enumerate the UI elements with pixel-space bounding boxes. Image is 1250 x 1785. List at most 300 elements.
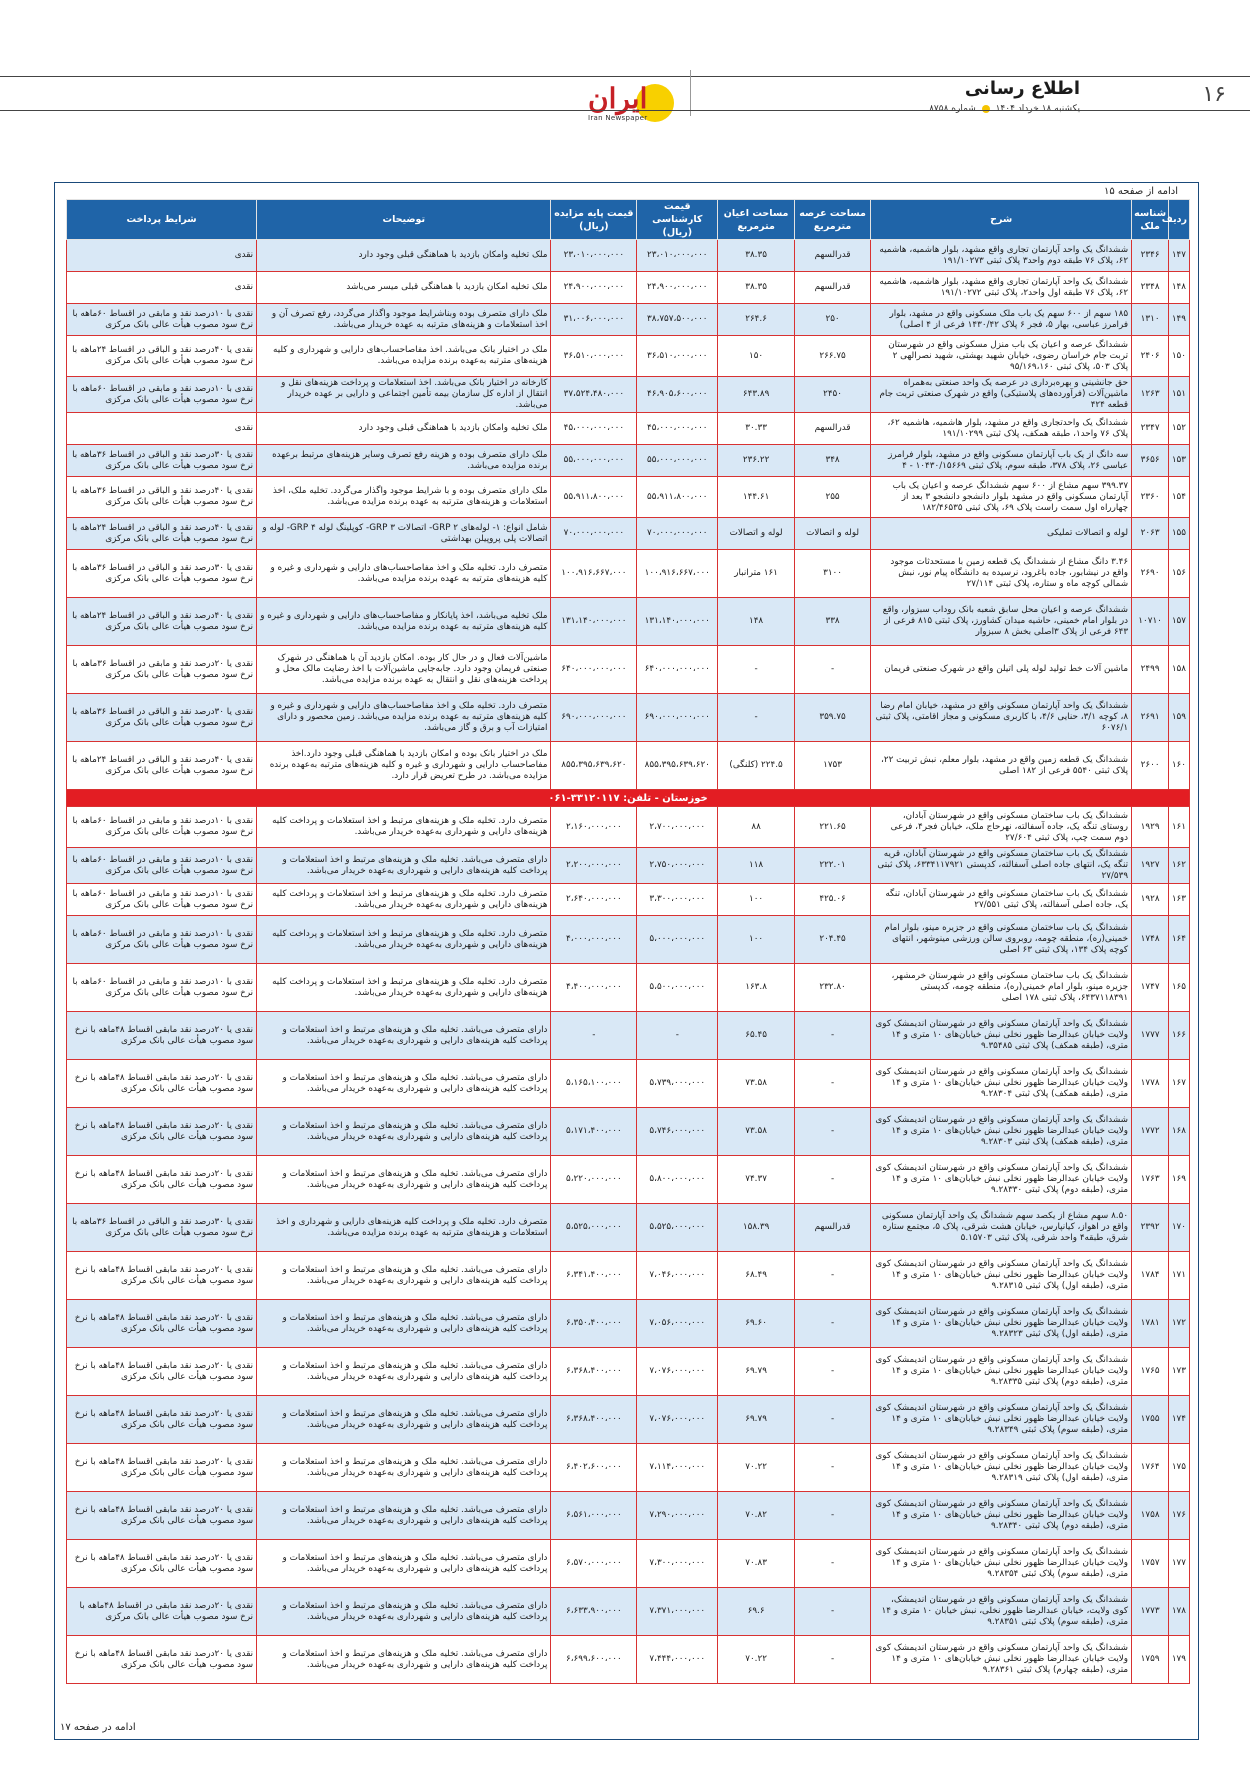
notes-cell: ملک تخلیه امکان بازدید با هماهنگی قبلی میسر می‌باشد [257,272,551,304]
row-number-cell: ۱۵۰ [1169,336,1190,377]
row-number-cell: ۱۷۸ [1169,1588,1190,1636]
expert-price-cell: ۸۵۵،۳۹۵،۶۳۹،۶۲۰ [637,742,718,790]
expert-price-cell: ۷،۱۱۴،۰۰۰،۰۰۰ [637,1444,718,1492]
building-area-cell: ۸۸ [718,807,794,848]
col-expert-price: قیمت کارشناسی (ریال) [637,200,718,240]
base-price-cell: ۵،۲۲۰،۰۰۰،۰۰۰ [551,1156,637,1204]
payment-terms-cell: نقدی با ۱۰درصد نقد و مابقی در اقساط ۶۰ماهه با نرخ سود مصوب هیأت عالی بانک مرکزی [67,377,257,413]
payment-terms-cell: نقدی یا ۲۰درصد نقد مابقی اقساط ۴۸ماهه با نرخ سود مصوب هیأت عالی بانک مرکزی [67,1444,257,1492]
property-id-cell: ۱۷۵۹ [1132,1636,1169,1684]
description-cell: ششدانگ یک واحد آپارتمان تجاری واقع مشهد، بلوار هاشمیه، هاشمیه ۶۲، پلاک ۷۶ طبقه دوم واحد۳ پلاک ثبتی ۱۹۱/۱۰۲۷۳ [871,240,1132,272]
notes-cell: دارای متصرف می‌باشد. تخلیه ملک و هزینه‌های مرتبط و اخذ استعلامات و پرداخت کلیه هزینه‌های دارایی و شهرداری به‌عهده خریدار می‌باشد. [257,1060,551,1108]
col-notes: توضیحات [257,200,551,240]
building-area-cell: ۱۰۰ [718,916,794,964]
building-area-cell: ۷۰.۸۳ [718,1540,794,1588]
property-id-cell: ۱۷۷۸ [1132,1060,1169,1108]
table-row [67,1348,1190,1396]
land-area-cell: ۳۳۸ [794,598,870,646]
row-number-cell: ۱۵۱ [1169,377,1190,413]
table-row [67,445,1190,477]
property-id-cell: ۲۴۹۹ [1132,646,1169,694]
notes-cell: شامل انواع: ۱- لوله‌های GRP ۲- اتصالات GRP ۳- کوپلینگ لوله GRP ۴- لوله و اتصالات پلی پروپیلن بهداشتی [257,518,551,550]
col-land: مساحت عرصه مترمربع [794,200,870,240]
table-row [67,1252,1190,1300]
notes-cell: دارای متصرف می‌باشد. تخلیه ملک و هزینه‌های مرتبط و اخذ استعلامات و پرداخت کلیه هزینه‌های دارایی و شهرداری به‌عهده خریدار می‌باشد. [257,1300,551,1348]
property-id-cell: ۱۷۵۷ [1132,1540,1169,1588]
land-area-cell: ۲۲۲.۰۱ [794,848,870,884]
payment-terms-cell: نقدی با ۱۰درصد نقد و مابقی در اقساط ۶۰ماهه با نرخ سود مصوب هیأت عالی بانک مرکزی [67,964,257,1012]
notes-cell: ملک دارای متصرف بوده و هزینه رفع تصرف وسایر هزینه‌های مرتبط برعهده برنده مزایده می‌باشد. [257,445,551,477]
property-id-cell: ۳۶۵۶ [1132,445,1169,477]
base-price-cell: ۴،۴۰۰،۰۰۰،۰۰۰ [551,964,637,1012]
property-id-cell: ۱۷۵۵ [1132,1396,1169,1444]
table-row [67,807,1190,848]
building-area-cell: ۶۹.۷۹ [718,1348,794,1396]
expert-price-cell: ۵۵،۹۱۱،۸۰۰،۰۰۰ [637,477,718,518]
expert-price-cell: ۲۴،۹۰۰،۰۰۰،۰۰۰ [637,272,718,304]
land-area-cell: ۲۲۱.۶۵ [794,807,870,848]
land-area-cell: ۲۰۴.۴۵ [794,916,870,964]
building-area-cell: ۶۹.۶ [718,1588,794,1636]
row-number-cell: ۱۶۳ [1169,884,1190,916]
building-area-cell: ۷۰.۲۲ [718,1444,794,1492]
building-area-cell: ۱۵۸.۳۹ [718,1204,794,1252]
notes-cell: دارای متصرف می‌باشد. تخلیه ملک و هزینه‌های مرتبط و اخذ استعلامات و پرداخت کلیه هزینه‌های دارایی و شهرداری به‌عهده خریدار می‌باشد. [257,1396,551,1444]
expert-price-cell: ۷۰،۰۰۰،۰۰۰،۰۰۰ [637,518,718,550]
base-price-cell: ۶،۳۴۱،۴۰۰،۰۰۰ [551,1252,637,1300]
base-price-cell: ۳۱،۰۰۶،۰۰۰،۰۰۰ [551,304,637,336]
building-area-cell: ۱۰۰ [718,884,794,916]
property-id-cell: ۱۷۶۳ [1132,1156,1169,1204]
land-area-cell: ۱۷۵۳ [794,742,870,790]
issue-number: شماره ۸۷۵۸ [929,104,976,114]
expert-price-cell: - [637,1012,718,1060]
property-id-cell: ۲۳۴۸ [1132,272,1169,304]
building-area-cell: ۱۶۳.۸ [718,964,794,1012]
base-price-cell: ۱۳۱،۱۴۰،۰۰۰،۰۰۰ [551,598,637,646]
expert-price-cell: ۳۶،۵۱۰،۰۰۰،۰۰۰ [637,336,718,377]
payment-terms-cell: نقدی با ۲۰درصد نقد مابقی اقساط ۴۸ماهه با نرخ سود مصوب هیأت عالی بانک مرکزی [67,1156,257,1204]
notes-cell: دارای متصرف می‌باشد. تخلیه ملک و هزینه‌های مرتبط و اخذ استعلامات و پرداخت کلیه هزینه‌های دارایی و شهرداری به‌عهده خریدار می‌باشد. [257,1156,551,1204]
land-area-cell: - [794,1588,870,1636]
expert-price-cell: ۷،۲۹۰،۰۰۰،۰۰۰ [637,1492,718,1540]
notes-cell: دارای متصرف می‌باشد. تخلیه ملک و هزینه‌های مرتبط و اخذ استعلامات و پرداخت کلیه هزینه‌های دارایی و شهرداری به‌عهده خریدار می‌باشد. [257,1252,551,1300]
table-row [67,413,1190,445]
row-number-cell: ۱۷۹ [1169,1636,1190,1684]
land-area-cell: ۳۵۹.۷۵ [794,694,870,742]
description-cell: ششدانگ یک واحد آپارتمان مسکونی واقع در شهرستان اندیمشک کوی ولایت خیابان عبدالرضا ظهور نخلی نبش خیابان‌های ۱۰ متری و ۱۴ متری، (طبقه سوم) پلاک ثبتی ۹.۲۸۳۴۹ [871,1396,1132,1444]
base-price-cell: ۴۵،۰۰۰،۰۰۰،۰۰۰ [551,413,637,445]
table-row [67,518,1190,550]
land-area-cell: - [794,1396,870,1444]
table-row [67,646,1190,694]
table-header-row [67,200,1190,240]
notes-cell: دارای متصرف می‌باشد. تخلیه ملک و هزینه‌های مرتبط و اخذ استعلامات و پرداخت کلیه هزینه‌های دارایی و شهرداری به‌عهده خریدار می‌باشد. [257,1540,551,1588]
land-area-cell: ۲۵۰ [794,304,870,336]
base-price-cell: ۶،۴۰۲،۶۰۰،۰۰۰ [551,1444,637,1492]
expert-price-cell: ۷،۴۴۴،۰۰۰،۰۰۰ [637,1636,718,1684]
base-price-cell: ۵۵،۹۱۱،۸۰۰،۰۰۰ [551,477,637,518]
base-price-cell: ۲۴،۹۰۰،۰۰۰،۰۰۰ [551,272,637,304]
description-cell: ششدانگ یک باب ساختمان مسکونی واقع در شهرستان آبادان، قریه تنگه یک، انتهای جاده اصلی آسفالته، کدپستی ۶۳۳۴۱۱۷۹۲۱، پلاک ثبتی ۲۷/۵۳۹ [871,848,1132,884]
description-cell: ششدانگ یک واحد آپارتمان مسکونی واقع در شهرستان اندیمشک کوی ولایت خیابان عبدالرضا ظهور نخلی نبش خیابان‌های ۱۰ متری و ۱۴ متری، (طبقه دوم) پلاک ثبتی ۹.۲۸۳۳۰ [871,1156,1132,1204]
property-id-cell: ۱۷۷۳ [1132,1588,1169,1636]
payment-terms-cell: نقدی یا ۴۰درصد نقد و الباقی در اقساط ۲۴ماهه با نرخ سود مصوب هیأت عالی بانک مرکزی [67,598,257,646]
description-cell: ۱۸۵ سهم از ۶۰۰ سهم یک باب ملک مسکونی واقع در مشهد، بلوار فرامرز عباسی، بهار ۵، فجر ۶ پلاک ۱۴۳۰/۴۲ فرعی از ۴ اصلی) [871,304,1132,336]
expert-price-cell: ۴۶،۹۰۵،۶۰۰،۰۰۰ [637,377,718,413]
table-row [67,1108,1190,1156]
base-price-cell: ۳۶،۵۱۰،۰۰۰،۰۰۰ [551,336,637,377]
description-cell: ماشین آلات خط تولید لوله پلی اتیلن واقع در شهرک صنعتی فریمان [871,646,1132,694]
table-row [67,1156,1190,1204]
base-price-cell: ۶،۶۳۳،۹۰۰،۰۰۰ [551,1588,637,1636]
expert-price-cell: ۴۵،۰۰۰،۰۰۰،۰۰۰ [637,413,718,445]
row-number-cell: ۱۷۶ [1169,1492,1190,1540]
land-area-cell: - [794,1252,870,1300]
property-id-cell: ۱۷۸۴ [1132,1252,1169,1300]
row-number-cell: ۱۶۷ [1169,1060,1190,1108]
payment-terms-cell: نقدی یا ۲۰درصد نقد مابقی اقساط ۴۸ماهه با نرخ سود مصوب هیأت عالی بانک مرکزی [67,1012,257,1060]
notes-cell: متصرف دارد. تخلیه ملک و هزینه‌های مرتبط و اخذ استعلامات و پرداخت کلیه هزینه‌های دارایی و شهرداری به‌عهده خریدار می‌باشد. [257,964,551,1012]
description-cell: ششدانگ یک واحد آپارتمان مسکونی واقع در شهرستان اندیمشک کوی ولایت خیابان عبدالرضا ظهور نخلی نبش خیابان‌های ۱۰ متری و ۱۴ متری، (طبقه دوم) پلاک ثبتی ۹.۲۸۳۳۵ [871,1348,1132,1396]
notes-cell: ملک تخلیه می‌باشد، اخذ پایانکار و مفاصاحساب‌های دارایی و شهرداری و غیره و کلیه هزینه‌های مترتبه به عهده برنده مزایده می‌باشد. [257,598,551,646]
row-number-cell: ۱۵۵ [1169,518,1190,550]
land-area-cell: قدرالسهم [794,1204,870,1252]
table-row [67,272,1190,304]
land-area-cell: - [794,1492,870,1540]
payment-terms-cell: نقدی با ۲۰درصد نقد مابقی اقساط ۴۸ماهه با نرخ سود مصوب هیأت عالی بانک مرکزی [67,1300,257,1348]
description-cell: ششدانگ یک باب ساختمان مسکونی واقع در شهرستان آبادان، روستای تنگه یک، جاده آسفالته، نهرحاج ملک، خیابان فجر۴، فرعی دوم سمت چپ، پلاک ثبتی ۲۷/۶۰۴ [871,807,1132,848]
base-price-cell: ۶،۵۷۰،۰۰۰،۰۰۰ [551,1540,637,1588]
land-area-cell: ۲۴۵۰ [794,377,870,413]
table-row [67,1540,1190,1588]
base-price-cell: ۶،۶۹۹،۶۰۰،۰۰۰ [551,1636,637,1684]
description-cell: ششدانگ یک واحد آپارتمان مسکونی واقع در شهرستان اندیمشک کوی ولایت خیابان عبدالرضا ظهور نخلی نبش خیابان‌های ۱۰ متری و ۱۴ متری، (طبقه اول) پلاک ثبتی ۹.۲۸۳۲۳ [871,1300,1132,1348]
table-row [67,848,1190,884]
property-id-cell: ۱۰۷۱۰ [1132,598,1169,646]
building-area-cell: ۷۳.۵۸ [718,1060,794,1108]
property-id-cell: ۱۷۷۷ [1132,1012,1169,1060]
building-area-cell: - [718,694,794,742]
row-number-cell: ۱۵۶ [1169,550,1190,598]
expert-price-cell: ۵،۰۰۰،۰۰۰،۰۰۰ [637,916,718,964]
building-area-cell: ۳۸.۳۵ [718,240,794,272]
table-row [67,240,1190,272]
row-number-cell: ۱۶۲ [1169,848,1190,884]
description-cell: ششدانگ یک باب ساختمان مسکونی واقع در شهرستان خرمشهر، جزیره مینو، بلوار امام خمینی(ره)، منطقه چومه، کدپستی ۶۴۳۷۱۱۸۳۹۱، پلاک ثبتی ۱۷۸ اصلی [871,964,1132,1012]
row-number-cell: ۱۷۳ [1169,1348,1190,1396]
base-price-cell: ۲،۱۶۰،۰۰۰،۰۰۰ [551,807,637,848]
land-area-cell: لوله و اتصالات [794,518,870,550]
expert-price-cell: ۵،۷۴۶،۰۰۰،۰۰۰ [637,1108,718,1156]
row-number-cell: ۱۵۹ [1169,694,1190,742]
payment-terms-cell: نقدی یا ۴۰درصد نقد و الباقی در اقساط ۲۴ماهه با نرخ سود مصوب هیأت عالی بانک مرکزی [67,518,257,550]
payment-terms-cell: نقدی با ۱۰درصد نقد و مابقی در اقساط ۶۰ماهه با نرخ سود مصوب هیأت عالی بانک مرکزی [67,807,257,848]
payment-terms-cell: نقدی یا ۲۰درصد نقد مابقی اقساط ۴۸ماهه با نرخ سود مصوب هیأت عالی بانک مرکزی [67,1252,257,1300]
building-area-cell: ۲۲۴.۵ (کلنگی) [718,742,794,790]
logo-subtitle: Iran Newspaper [588,114,648,122]
continued-from: ادامه از صفحه ۱۵ [1104,186,1178,197]
table-row [67,916,1190,964]
description-cell: ششدانگ عرصه و اعیان محل سابق شعبه بانک روداب سبزوار، واقع در بلوار امام خمینی، حاشیه میدان کشاورز، پلاک ثبتی ۸۱۵ فرعی از ۶۴۳ فرعی از پلاک ۳اصلی بخش ۸ سبزوار [871,598,1132,646]
table-row [67,742,1190,790]
property-id-cell: ۲۳۹۲ [1132,1204,1169,1252]
table-row [67,1300,1190,1348]
property-id-cell: ۲۳۶۰ [1132,477,1169,518]
property-id-cell: ۱۲۶۳ [1132,377,1169,413]
land-area-cell: - [794,1108,870,1156]
header-rule-bottom [0,110,1250,111]
expert-price-cell: ۷،۰۷۶،۰۰۰،۰۰۰ [637,1348,718,1396]
payment-terms-cell: نقدی با ۱۰درصد نقد و مابقی در اقساط ۶۰ماهه با نرخ سود مصوب هیأت عالی بانک مرکزی [67,916,257,964]
description-cell: ششدانگ یک واحد آپارتمان مسکونی واقع در شهرستان اندیمشک کوی ولایت خیابان عبدالرضا ظهور نخلی نبش خیابان‌های ۱۰ متری و ۱۴ متری، (طبقه همکف) پلاک ثبتی ۹.۲۸۳۰۳ [871,1108,1132,1156]
building-area-cell: ۳۸.۳۵ [718,272,794,304]
description-cell: ششدانگ یک واحد آپارتمان تجاری واقع مشهد، بلوار هاشمیه، هاشمیه ۶۲، پلاک ۷۶ طبقه اول واحد۲، پلاک ثبتی ۱۹۱/۱۰۲۷۲ [871,272,1132,304]
base-price-cell: ۵۵،۰۰۰،۰۰۰،۰۰۰ [551,445,637,477]
description-cell: ششدانگ یک واحد آپارتمان مسکونی واقع در شهرستان اندیمشک، کوی ولایت، خیابان عبدالرضا ظهور نخلی، نبش خیابان ۱۰ متری و ۱۴ متری، (طبقه سوم) پلاک ثبتی ۹.۲۸۳۵۱ [871,1588,1132,1636]
bullet-icon [982,105,990,113]
property-id-cell: ۱۷۴۷ [1132,964,1169,1012]
payment-terms-cell: نقدی [67,272,257,304]
row-number-cell: ۱۶۴ [1169,916,1190,964]
table-row [67,694,1190,742]
row-number-cell: ۱۶۶ [1169,1012,1190,1060]
property-id-cell: ۲۰۶۳ [1132,518,1169,550]
description-cell: ۸.۵۰ سهم مشاع از یکصد سهم ششدانگ یک واحد آپارتمان مسکونی واقع در اهواز، کیانپارس، خیابان هشت شرقی، پلاک ۵، مجتمع ستاره شرق، طبقه۴ واحد شرقی، پلاک ثبتی ۵.۱۵۷۰۳ [871,1204,1132,1252]
notes-cell: ماشین‌آلات فعال و در حال کار بوده. امکان بازدید آن با هماهنگی در شهرک صنعتی فریمان وجود دارد. جابه‌جایی ماشین‌آلات با اخذ رضایت مالک محل و پرداخت هزینه‌های نقل و انتقال به عهده برنده مزایده می‌باشد. [257,646,551,694]
col-id: شناسه ملک [1132,200,1169,240]
expert-price-cell: ۳۸،۷۵۷،۵۰۰،۰۰۰ [637,304,718,336]
payment-terms-cell: نقدی یا ۳۰درصد نقد و الباقی در اقساط ۳۶ماهه با نرخ سود مصوب هیأت عالی بانک مرکزی [67,445,257,477]
expert-price-cell: ۱۳۱،۱۴۰،۰۰۰،۰۰۰ [637,598,718,646]
table-row [67,964,1190,1012]
building-area-cell: ۲۳۶.۲۲ [718,445,794,477]
description-cell: ششدانگ یک واحد آپارتمان مسکونی واقع در شهرستان اندیمشک کوی ولایت خیابان عبدالرضا ظهور نخلی نبش خیابان‌های ۱۰ متری و ۱۴ متری، (طبقه همکف) پلاک ثبتی ۹.۲۸۳۰۴ [871,1060,1132,1108]
notes-cell: ملک در اختیار بانک می‌باشد. اخذ مفاصاحساب‌های دارایی و شهرداری و کلیه هزینه‌های مترتبه به‌عهده برنده مزایده می‌باشد. [257,336,551,377]
notes-cell: ملک در اختیار بانک بوده و امکان بازدید با هماهنگی قبلی وجود دارد.اخذ مفاصاحساب دارایی و شهرداری و غیره و کلیه هزینه‌های مترتبه به‌عهده برنده مزایده می‌باشد. در طرح تعریض قرار دارد. [257,742,551,790]
notes-cell: دارای متصرف می‌باشد. تخلیه ملک و هزینه‌های مرتبط و اخذ استعلامات و پرداخت کلیه هزینه‌های دارایی و شهرداری به‌عهده خریدار می‌باشد. [257,1108,551,1156]
continued-to: ادامه در صفحه ۱۷ [60,1722,136,1733]
building-area-cell: ۱۵۰ [718,336,794,377]
expert-price-cell: ۲،۷۵۰،۰۰۰،۰۰۰ [637,848,718,884]
table-row [67,336,1190,377]
property-id-cell: ۱۷۴۸ [1132,916,1169,964]
table-row [67,1204,1190,1252]
table-row [67,1444,1190,1492]
description-cell: ششدانگ یک باب ساختمان مسکونی واقع در شهرستان آبادان، تنگه یک، جاده اصلی آسفالته، پلاک ثبتی ۲۷/۵۵۱ [871,884,1132,916]
description-cell: ششدانگ یک واحد آپارتمان مسکونی واقع در شهرستان اندیمشک کوی ولایت خیابان عبدالرضا ظهور نخلی نبش خیابان‌های ۱۰ متری و ۱۴ متری، (طبقه چهارم) پلاک ثبتی ۹.۲۸۳۶۱ [871,1636,1132,1684]
row-number-cell: ۱۶۱ [1169,807,1190,848]
property-id-cell: ۲۴۰۶ [1132,336,1169,377]
payment-terms-cell: نقدی با ۱۰درصد نقد و مابقی در اقساط ۶۰ماهه با نرخ سود مصوب هیأت عالی بانک مرکزی [67,304,257,336]
building-area-cell: - [718,646,794,694]
col-row: ردیف [1169,200,1190,240]
base-price-cell: ۲۳،۰۱۰،۰۰۰،۰۰۰ [551,240,637,272]
notes-cell: ملک دارای متصرف بوده و با شرایط موجود واگذار می‌گردد. تخلیه ملک، اخذ استعلامات و هزینه‌های مترتبه به عهده برنده مزایده می‌باشد. [257,477,551,518]
payment-terms-cell: نقدی با ۱۰درصد نقد و مابقی در اقساط ۶۰ماهه با نرخ سود مصوب هیأت عالی بانک مرکزی [67,884,257,916]
notes-cell: دارای متصرف می‌باشد. تخلیه ملک و هزینه‌های مرتبط و اخذ استعلامات و پرداخت کلیه هزینه‌های دارایی و شهرداری به‌عهده خریدار می‌باشد. [257,1588,551,1636]
base-price-cell: - [551,1012,637,1060]
row-number-cell: ۱۷۰ [1169,1204,1190,1252]
table-row [67,304,1190,336]
payment-terms-cell: نقدی یا ۲۰درصد نقد مابقی اقساط ۴۸ماهه با نرخ سود مصوب هیأت عالی بانک مرکزی [67,1492,257,1540]
row-number-cell: ۱۵۲ [1169,413,1190,445]
payment-terms-cell: نقدی یا ۲۰درصد نقد مابقی اقساط ۴۸ماهه با نرخ سود مصوب هیأت عالی بانک مرکزی [67,1348,257,1396]
description-cell: ششدانگ یک قطعه زمین واقع در مشهد، بلوار معلم، نبش تربیت ۲۲، پلاک ثبتی ۵۵۴۰ فرعی از ۱۸۲ اصلی [871,742,1132,790]
property-id-cell: ۲۳۴۶ [1132,240,1169,272]
payment-terms-cell: نقدی یا ۴۰درصد نقد و الباقی در اقساط ۳۶ماهه با نرخ سود مصوب هیأت عالی بانک مرکزی [67,477,257,518]
land-area-cell: قدرالسهم [794,413,870,445]
property-id-cell: ۲۶۹۱ [1132,694,1169,742]
row-number-cell: ۱۵۸ [1169,646,1190,694]
row-number-cell: ۱۴۸ [1169,272,1190,304]
property-id-cell: ۱۹۲۹ [1132,807,1169,848]
description-cell: ششدانگ یک واحد آپارتمان مسکونی واقع در شهرستان اندیمشک کوی ولایت خیابان عبدالرضا ظهور نخلی نبش خیابان‌های ۱۰ متری و ۱۴ متری، (طبقه سوم) پلاک ثبتی ۹.۲۸۳۵۴ [871,1540,1132,1588]
land-area-cell: - [794,1060,870,1108]
description-cell: سه دانگ از یک باب آپارتمان مسکونی واقع در مشهد، بلوار فرامرز عباسی ۲۶، پلاک ۳۷۸، طبقه سوم، پلاک ثبتی ۱۰۴۳۰/۱۵۶۶۹ - ۴ [871,445,1132,477]
property-id-cell: ۱۷۶۴ [1132,1444,1169,1492]
base-price-cell: ۲،۲۰۰،۰۰۰،۰۰۰ [551,848,637,884]
expert-price-cell: ۷،۳۷۱،۰۰۰،۰۰۰ [637,1588,718,1636]
col-desc: شرح [871,200,1132,240]
building-area-cell: ۶۸.۴۹ [718,1252,794,1300]
description-cell: ششدانگ یک باب ساختمان مسکونی واقع در جزیره مینو، بلوار امام خمینی(ره)، منطقه چومه، روبروی سالن ورزشی مینوشهر، انتهای کوچه پلاک ۱۳۴، پلاک ثبتی ۶۳ اصلی [871,916,1132,964]
base-price-cell: ۶،۳۶۸،۴۰۰،۰۰۰ [551,1348,637,1396]
expert-price-cell: ۲،۷۰۰،۰۰۰،۰۰۰ [637,807,718,848]
row-number-cell: ۱۷۲ [1169,1300,1190,1348]
description-cell: ۳۹۹.۳۷ سهم مشاع از ۶۰۰ سهم ششدانگ عرصه و اعیان یک باب آپارتمان مسکونی واقع در مشهد بلوار دانشجو دانشجو ۳ بعد از چهارراه اول سمت راست پلاک ۶۹، پلاک ثبتی ۱۸۲/۴۶۵۳۵ [871,477,1132,518]
expert-price-cell: ۵،۸۰۰،۰۰۰،۰۰۰ [637,1156,718,1204]
land-area-cell: - [794,1348,870,1396]
notes-cell: ملک تخلیه وامکان بازدید با هماهنگی قبلی وجود دارد [257,413,551,445]
notes-cell: متصرف دارد. تخلیه ملک و هزینه‌های مرتبط و اخذ استعلامات و پرداخت کلیه هزینه‌های دارایی و شهرداری به‌عهده خریدار می‌باشد. [257,807,551,848]
property-id-cell: ۲۶۹۰ [1132,550,1169,598]
notes-cell: دارای متصرف می‌باشد. تخلیه ملک و هزینه‌های مرتبط و اخذ استعلامات و پرداخت کلیه هزینه‌های دارایی و شهرداری به‌عهده خریدار می‌باشد. [257,1012,551,1060]
land-area-cell: ۳۴۸ [794,445,870,477]
notes-cell: دارای متصرف می‌باشد. تخلیه ملک و هزینه‌های مرتبط و اخذ استعلامات و پرداخت کلیه هزینه‌های دارایی و شهرداری به‌عهده خریدار می‌باشد. [257,1348,551,1396]
land-area-cell: ۴۲۵.۰۶ [794,884,870,916]
land-area-cell: - [794,1012,870,1060]
issue-info [929,104,1080,114]
table-row [67,598,1190,646]
row-number-cell: ۱۷۱ [1169,1252,1190,1300]
building-area-cell: ۷۰.۸۲ [718,1492,794,1540]
notes-cell: دارای متصرف می‌باشد. تخلیه ملک و هزینه‌های مرتبط و اخذ استعلامات و پرداخت کلیه هزینه‌های دارایی و شهرداری به‌عهده خریدار می‌باشد. [257,1444,551,1492]
base-price-cell: ۸۵۵،۳۹۵،۶۳۹،۶۲۰ [551,742,637,790]
logo-wordmark: ایران [588,82,648,115]
building-area-cell: ۷۳.۵۸ [718,1108,794,1156]
section-header-row [67,790,1190,807]
payment-terms-cell: نقدی یا ۲۰درصد نقد مابقی اقساط ۴۸ماهه با نرخ سود مصوب هیأت عالی بانک مرکزی [67,1636,257,1684]
building-area-cell: ۱۱۸ [718,848,794,884]
expert-price-cell: ۵،۵۲۵،۰۰۰،۰۰۰ [637,1204,718,1252]
expert-price-cell: ۵،۷۳۹،۰۰۰،۰۰۰ [637,1060,718,1108]
base-price-cell: ۵،۵۲۵،۰۰۰،۰۰۰ [551,1204,637,1252]
description-cell: ششدانگ یک واحد آپارتمان مسکونی واقع در شهرستان اندیمشک کوی ولایت خیابان عبدالرضا ظهور نخلی نبش خیابان‌های ۱۰ متری و ۱۴ متری، (طبقه اول) پلاک ثبتی ۹.۲۸۳۱۹ [871,1444,1132,1492]
payment-terms-cell: نقدی یا ۲۰درصد نقد مابقی اقساط ۴۸ماهه با نرخ سود مصوب هیأت عالی بانک مرکزی [67,1540,257,1588]
description-cell: ششدانگ یک واحد آپارتمان مسکونی واقع در شهرستان اندیمشک کوی ولایت خیابان عبدالرضا ظهور نخلی نبش خیابان‌های ۱۰ متری و ۱۴ متری، (طبقه دوم) پلاک ثبتی ۹.۲۸۳۴۰ [871,1492,1132,1540]
row-number-cell: ۱۶۰ [1169,742,1190,790]
payment-terms-cell: نقدی یا ۲۰درصد نقد مابقی اقساط ۴۸ماهه با نرخ سود مصوب هیأت عالی بانک مرکزی [67,1108,257,1156]
description-cell: حق جانشینی و بهره‌برداری در عرصه یک واحد صنعتی به‌همراه ماشین‌آلات (فرآورده‌های پلاستیکی) واقع در شهرک صنعتی تربت جام قطعه ۴۲۴ [871,377,1132,413]
row-number-cell: ۱۵۴ [1169,477,1190,518]
row-number-cell: ۱۶۵ [1169,964,1190,1012]
land-area-cell: - [794,1156,870,1204]
notes-cell: دارای متصرف می‌باشد. تخلیه ملک و هزینه‌های مرتبط و اخذ استعلامات و پرداخت کلیه هزینه‌های دارایی و شهرداری به‌عهده خریدار می‌باشد. [257,848,551,884]
notes-cell: کارخانه در اختیار بانک می‌باشد. اخذ استعلامات و پرداخت هزینه‌های نقل و انتقال از اداره کل سازمان بیمه تأمین اجتماعی و دارایی بر عهده خریدار می‌باشد. [257,377,551,413]
expert-price-cell: ۷،۳۰۰،۰۰۰،۰۰۰ [637,1540,718,1588]
land-area-cell: - [794,646,870,694]
property-id-cell: ۱۷۵۸ [1132,1492,1169,1540]
table-row [67,377,1190,413]
expert-price-cell: ۷،۰۵۶،۰۰۰،۰۰۰ [637,1300,718,1348]
property-id-cell: ۱۷۷۲ [1132,1108,1169,1156]
description-cell: ششدانگ یک واحد آپارتمان مسکونی واقع در مشهد، خیابان امام رضا ۸، کوچه ۳/۱، حنایی ۴/۶، با کاربری مسکونی و مجاز اقامتی، پلاک ثبتی ۶۰۷۶/۱ [871,694,1132,742]
building-area-cell: ۲۶۴.۶ [718,304,794,336]
description-cell: لوله و اتصالات تملیکی [871,518,1132,550]
land-area-cell: ۳۱۰۰ [794,550,870,598]
property-id-cell: ۲۶۰۰ [1132,742,1169,790]
property-id-cell: ۱۳۱۰ [1132,304,1169,336]
table-row [67,477,1190,518]
building-area-cell: ۱۶۱ مترانبار [718,550,794,598]
payment-terms-cell: نقدی یا ۲۰درصد نقد مابقی اقساط ۴۸ماهه با نرخ سود مصوب هیأت عالی بانک مرکزی [67,1396,257,1444]
property-id-cell: ۱۹۲۸ [1132,884,1169,916]
row-number-cell: ۱۷۵ [1169,1444,1190,1492]
base-price-cell: ۶۴۰،۰۰۰،۰۰۰،۰۰۰ [551,646,637,694]
header-rule-top [0,76,1250,77]
expert-price-cell: ۲۳،۰۱۰،۰۰۰،۰۰۰ [637,240,718,272]
notes-cell: متصرف دارد. تخلیه ملک و هزینه‌های مرتبط و اخذ استعلامات و پرداخت کلیه هزینه‌های دارایی و شهرداری به‌عهده خریدار می‌باشد. [257,884,551,916]
base-price-cell: ۴،۰۰۰،۰۰۰،۰۰۰ [551,916,637,964]
land-area-cell: ۲۶۶.۷۵ [794,336,870,377]
base-price-cell: ۳۷،۵۲۴،۴۸۰،۰۰۰ [551,377,637,413]
notes-cell: ملک دارای متصرف بوده وبناشرایط موجود واگذار می‌گردد، رفع تصرف آن و اخذ استعلامات و هزینه‌های مترتبه به عهده خریدار می‌باشد. [257,304,551,336]
payment-terms-cell: نقدی یا ۲۰درصد نقد و مابقی در اقساط ۳۶ماهه با نرخ سود مصوب هیأت عالی بانک مرکزی [67,646,257,694]
property-id-cell: ۲۳۴۷ [1132,413,1169,445]
table-row [67,884,1190,916]
expert-price-cell: ۷،۰۴۶،۰۰۰،۰۰۰ [637,1252,718,1300]
expert-price-cell: ۵۵،۰۰۰،۰۰۰،۰۰۰ [637,445,718,477]
land-area-cell: ۲۳۲.۸۰ [794,964,870,1012]
building-area-cell: ۶۹.۷۹ [718,1396,794,1444]
building-area-cell: ۱۴۸ [718,598,794,646]
row-number-cell: ۱۴۹ [1169,304,1190,336]
base-price-cell: ۵،۱۷۱،۴۰۰،۰۰۰ [551,1108,637,1156]
expert-price-cell: ۷،۰۷۶،۰۰۰،۰۰۰ [637,1396,718,1444]
land-area-cell: - [794,1444,870,1492]
table-row [67,1636,1190,1684]
table-row [67,1588,1190,1636]
newspaper-logo[interactable] [584,80,684,124]
table-row [67,1060,1190,1108]
building-area-cell: ۷۴.۳۷ [718,1156,794,1204]
payment-terms-cell: نقدی [67,413,257,445]
row-number-cell: ۱۷۴ [1169,1396,1190,1444]
table-row [67,1492,1190,1540]
payment-terms-cell: نقدی [67,240,257,272]
section-khuzestan: خوزستان - تلفن: ۳۳۱۲۰۱۱۷-۰۶۱ [67,790,1190,807]
base-price-cell: ۵،۱۶۵،۱۰۰،۰۰۰ [551,1060,637,1108]
base-price-cell: ۷۰،۰۰۰،۰۰۰،۰۰۰ [551,518,637,550]
property-id-cell: ۱۷۸۱ [1132,1300,1169,1348]
payment-terms-cell: نقدی یا ۴۰درصد نقد و الباقی در اقساط ۲۴ماهه با نرخ سود مصوب هیأت عالی بانک مرکزی [67,336,257,377]
row-number-cell: ۱۴۷ [1169,240,1190,272]
land-area-cell: - [794,1636,870,1684]
building-area-cell: ۶۴۳.۸۹ [718,377,794,413]
expert-price-cell: ۶۴۰،۰۰۰،۰۰۰،۰۰۰ [637,646,718,694]
building-area-cell: لوله و اتصالات [718,518,794,550]
